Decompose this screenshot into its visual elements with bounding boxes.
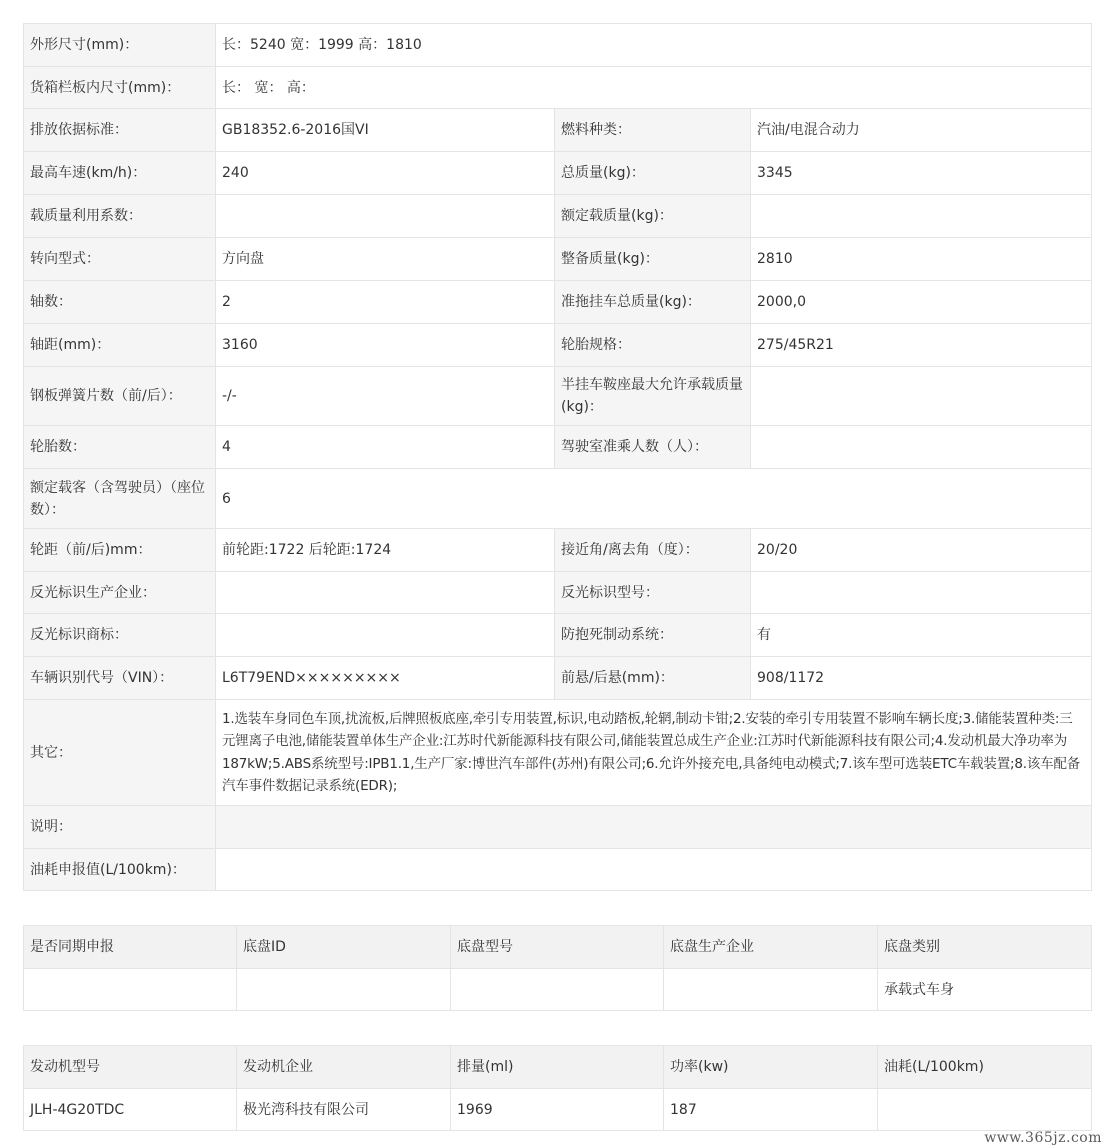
load-coef-label: 载质量利用系数：	[24, 195, 216, 238]
angle-value: 20/20	[751, 529, 1092, 572]
cab-label: 驾驶室准乘人数（人）：	[555, 426, 751, 469]
seats-value: 6	[216, 469, 1092, 529]
seats-label: 额定载客（含驾驶员）（座位数）：	[24, 469, 216, 529]
engine-table	[23, 1045, 1092, 1131]
fuel-label: 燃料种类：	[555, 109, 751, 152]
chassis-table	[23, 925, 1092, 1011]
tire-label: 轮胎规格：	[555, 324, 751, 367]
abs-label: 防抱死制动系统：	[555, 614, 751, 657]
spec-row-tires	[24, 426, 1092, 469]
consumption-value	[216, 849, 1092, 891]
vin-label: 车辆识别代号（VIN）：	[24, 657, 216, 700]
axles-label: 轴数：	[24, 281, 216, 324]
note-label: 说明：	[24, 806, 216, 849]
spec-row-cargo	[24, 67, 1092, 109]
spec-row-steering	[24, 238, 1092, 281]
engine-header-cell: 排量(ml)	[451, 1046, 664, 1089]
note-value	[216, 806, 1092, 849]
spec-row-wheelbase	[24, 324, 1092, 367]
spec-row-consumption	[24, 849, 1092, 891]
vehicle-spec-table	[23, 23, 1092, 891]
total-mass-value: 3345	[751, 152, 1092, 195]
spec-row-track	[24, 529, 1092, 572]
trailer-label: 准拖挂车总质量(kg)：	[555, 281, 751, 324]
spec-row-axles	[24, 281, 1092, 324]
spec-row-reflector	[24, 572, 1092, 614]
angle-label: 接近角/离去角（度）：	[555, 529, 751, 572]
chassis-header-cell: 底盘生产企业	[664, 926, 878, 969]
speed-label: 最高车速(km/h)：	[24, 152, 216, 195]
rated-load-value	[751, 195, 1092, 238]
leaf-value: -/-	[216, 367, 555, 426]
engine-header-cell: 发动机型号	[24, 1046, 237, 1089]
tires-label: 轮胎数：	[24, 426, 216, 469]
vin-value: L6T79END×××××××××	[216, 657, 555, 700]
refl-model-label: 反光标识型号：	[555, 572, 751, 614]
speed-value: 240	[216, 152, 555, 195]
cargo-value: 长： 宽： 高：	[216, 67, 1092, 109]
axles-value: 2	[216, 281, 555, 324]
overhang-value: 908/1172	[751, 657, 1092, 700]
saddle-label: 半挂车鞍座最大允许承载质量(kg)：	[555, 367, 751, 426]
other-value: 1.选装车身同色车顶,扰流板,后牌照板底座,牵引专用装置,标识,电动踏板,轮辋,制动卡钳;2.安装的牵引专用装置不影响车辆长度;3.储能装置种类:三元锂离子电池,储能装置单体生产企业:江苏时代新能源科技有限公司,储能装置总成生产企业:江苏时代新能源科技有限公司;4.发动机最大净功率为187kW;5.ABS系统型号:IPB1.1,生产厂家:博世汽车部件(苏州)有限公司;6.允许外接充电,具备纯电动模式;7.该车型可选装ETC车载装置;8.该车配备汽车事件数据记录系统(EDR);	[216, 700, 1092, 806]
curb-label: 整备质量(kg)：	[555, 238, 751, 281]
chassis-cell	[237, 969, 451, 1011]
dims-label: 外形尺寸(mm)：	[24, 24, 216, 67]
spec-row-leaf	[24, 367, 1092, 426]
wheelbase-value: 3160	[216, 324, 555, 367]
spec-row-note	[24, 806, 1092, 849]
chassis-cell	[664, 969, 878, 1011]
cab-value	[751, 426, 1092, 469]
refl-brand-value	[216, 614, 555, 657]
total-mass-label: 总质量(kg)：	[555, 152, 751, 195]
cargo-label: 货箱栏板内尺寸(mm)：	[24, 67, 216, 109]
engine-cell: 1969	[451, 1089, 664, 1131]
engine-cell: JLH-4G20TDC	[24, 1089, 237, 1131]
emission-value: GB18352.6-2016国VI	[216, 109, 555, 152]
engine-header-cell: 发动机企业	[237, 1046, 451, 1089]
engine-data-row	[24, 1089, 1092, 1131]
engine-header-cell: 油耗(L/100km)	[878, 1046, 1092, 1089]
steering-value: 方向盘	[216, 238, 555, 281]
saddle-value	[751, 367, 1092, 426]
fuel-value: 汽油/电混合动力	[751, 109, 1092, 152]
chassis-header-cell: 底盘ID	[237, 926, 451, 969]
tire-value: 275/45R21	[751, 324, 1092, 367]
refl-brand-label: 反光标识商标：	[24, 614, 216, 657]
track-value: 前轮距:1722 后轮距:1724	[216, 529, 555, 572]
spec-row-load	[24, 195, 1092, 238]
spec-row-vin	[24, 657, 1092, 700]
engine-header-cell: 功率(kw)	[664, 1046, 878, 1089]
engine-cell	[878, 1089, 1092, 1131]
load-coef-value	[216, 195, 555, 238]
overhang-label: 前悬/后悬(mm)：	[555, 657, 751, 700]
consumption-label: 油耗申报值(L/100km)：	[24, 849, 216, 891]
curb-value: 2810	[751, 238, 1092, 281]
track-label: 轮距（前/后)mm：	[24, 529, 216, 572]
chassis-header-row	[24, 926, 1092, 969]
spec-row-other	[24, 700, 1092, 806]
chassis-cell	[24, 969, 237, 1011]
refl-maker-value	[216, 572, 555, 614]
leaf-label: 钢板弹簧片数（前/后）：	[24, 367, 216, 426]
chassis-cell	[451, 969, 664, 1011]
refl-model-value	[751, 572, 1092, 614]
spec-row-speed	[24, 152, 1092, 195]
spec-row-dims	[24, 24, 1092, 67]
chassis-cell: 承载式车身	[878, 969, 1092, 1011]
chassis-data-row	[24, 969, 1092, 1011]
engine-cell: 极光湾科技有限公司	[237, 1089, 451, 1131]
emission-label: 排放依据标准：	[24, 109, 216, 152]
spec-row-seats	[24, 469, 1092, 529]
site-watermark: www.365jz.com	[984, 1130, 1102, 1146]
spec-row-brand	[24, 614, 1092, 657]
trailer-value: 2000,0	[751, 281, 1092, 324]
spec-row-emission	[24, 109, 1092, 152]
refl-maker-label: 反光标识生产企业：	[24, 572, 216, 614]
steering-label: 转向型式：	[24, 238, 216, 281]
chassis-header-cell: 底盘型号	[451, 926, 664, 969]
engine-cell: 187	[664, 1089, 878, 1131]
rated-load-label: 额定载质量(kg)：	[555, 195, 751, 238]
other-label: 其它：	[24, 700, 216, 806]
wheelbase-label: 轴距(mm)：	[24, 324, 216, 367]
chassis-header-cell: 是否同期申报	[24, 926, 237, 969]
abs-value: 有	[751, 614, 1092, 657]
dims-value: 长：5240 宽：1999 高：1810	[216, 24, 1092, 67]
engine-header-row	[24, 1046, 1092, 1089]
tires-value: 4	[216, 426, 555, 469]
chassis-header-cell: 底盘类别	[878, 926, 1092, 969]
